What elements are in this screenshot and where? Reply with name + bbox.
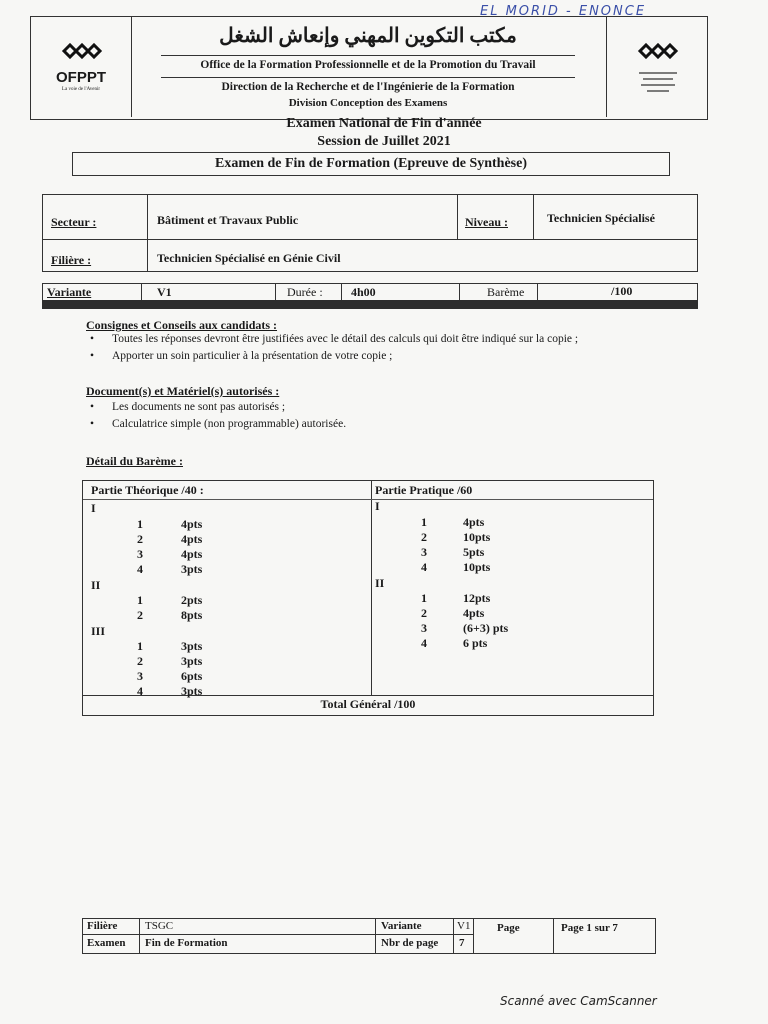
footer-variante-label: Variante [381, 920, 422, 932]
bareme-table [82, 480, 654, 716]
arabic-logo-lettering-icon [635, 69, 681, 95]
bareme-cell: 4pts [463, 515, 485, 529]
bareme-cell: Calculatrice simple (non programmable) autorisée. [112, 418, 347, 430]
ofppt-logo-icon [637, 39, 679, 63]
footer-page-value: Page 1 sur 7 [561, 922, 618, 934]
duree-label: Durée : [287, 285, 323, 299]
section-label: III [91, 624, 106, 638]
logo-subtitle: La voie de l'Avenir [61, 87, 101, 92]
bareme-cell: 1 [137, 639, 143, 653]
footer-table [82, 918, 656, 954]
bareme-cell: 2 [137, 532, 143, 546]
bareme-cell: 3pts [181, 639, 203, 653]
section-label: I [91, 501, 96, 515]
office-name: Office de la Formation Professionnelle et de la Promotion du Travail [200, 59, 536, 71]
pratique-header: Partie Pratique /60 [375, 483, 473, 497]
footer-nbr-label: Nbr de page [381, 937, 439, 949]
header-center [131, 17, 605, 117]
ofppt-logo-left [31, 17, 132, 117]
bareme-cell: 2 [137, 654, 143, 668]
detail-bareme-heading: Détail du Barème : [86, 454, 183, 468]
bareme-cell: 4 [421, 560, 427, 574]
bareme-cell: 2pts [181, 593, 203, 607]
bareme-cell: 3pts [181, 654, 203, 668]
bareme-cell: 1 [137, 593, 143, 607]
bareme-cell: 4 [421, 636, 427, 650]
bareme-cell: 12pts [463, 591, 491, 605]
bareme-cell: 2 [421, 606, 427, 620]
info-table [42, 194, 698, 272]
bareme-cell: 6 pts [463, 636, 488, 650]
bareme-cell: Les documents ne sont pas autorisés ; [112, 401, 286, 413]
bareme-cell: 8pts [181, 608, 203, 622]
footer-filiere-label: Filière [87, 920, 118, 932]
bareme-cell: (6+3) pts [463, 621, 509, 635]
handwritten-note: EL MORID - ENONCE [480, 4, 647, 19]
exam-national-title: Examen National de Fin d'année [286, 116, 482, 131]
bareme-cell: 4 [137, 562, 143, 576]
direction-name: Direction de la Recherche et de l'Ingénierie de la Formation [221, 81, 515, 93]
filiere-label: Filière : [51, 253, 92, 267]
consignes-heading: Consignes et Conseils aux candidats : [86, 318, 278, 332]
bareme-label: Barème [487, 285, 525, 299]
session-title: Session de Juillet 2021 [317, 134, 451, 149]
variante-value: V1 [157, 285, 172, 299]
bareme-cell: Toutes les réponses devront être justifiées avec le détail des calculs qui doit être indiqué sur la copie ; [112, 333, 579, 345]
bareme-cell: 4 [137, 684, 143, 698]
filiere-value: Technicien Spécialisé en Génie Civil [157, 251, 341, 265]
footer-filiere-value: TSGC [145, 920, 174, 932]
bareme-value: /100 [611, 284, 633, 298]
bareme-cell: 1 [421, 591, 427, 605]
bareme-cell: 3 [137, 669, 143, 683]
separator-bar [42, 300, 698, 309]
camscanner-watermark: Scanné avec CamScanner [500, 994, 657, 1008]
section-label: I [375, 499, 380, 513]
bareme-cell: 10pts [463, 560, 491, 574]
bareme-cell: 1 [421, 515, 427, 529]
bareme-cell: 1 [137, 517, 143, 531]
bareme-cell: 2 [421, 530, 427, 544]
footer-variante-value: V1 [457, 920, 471, 932]
bareme-cell: 3pts [181, 684, 203, 698]
documents-heading: Document(s) et Matériel(s) autorisés : [86, 384, 280, 398]
footer-examen-label: Examen [87, 937, 126, 949]
footer-examen-value: Fin de Formation [145, 937, 228, 949]
ofppt-logo-icon [61, 39, 103, 63]
bareme-cell: 6pts [181, 669, 203, 683]
bareme-cell: 3pts [181, 562, 203, 576]
secteur-label: Secteur : [51, 215, 97, 229]
ofppt-logo-right [606, 17, 707, 117]
bareme-cell: 5pts [463, 545, 485, 559]
division-name: Division Conception des Examens [288, 97, 448, 109]
section-label: II [91, 578, 101, 592]
section-label: II [375, 576, 385, 590]
bareme-cell: 4pts [181, 547, 203, 561]
footer-nbr-value: 7 [459, 937, 465, 949]
bareme-cell: 2 [137, 608, 143, 622]
theorique-header: Partie Théorique /40 : [91, 483, 204, 497]
bareme-cell: 4pts [181, 532, 203, 546]
bareme-cell: 3 [421, 545, 427, 559]
secteur-value: Bâtiment et Travaux Public [157, 213, 299, 227]
footer-page-label: Page [497, 922, 520, 934]
niveau-value: Technicien Spécialisé [547, 211, 655, 225]
header-box [30, 16, 708, 120]
bareme-cell: 3 [421, 621, 427, 635]
arabic-title: مكتب التكوين المهني وإنعاش الشغل [219, 25, 517, 47]
logo-text: OFPPT [55, 69, 106, 86]
duree-value: 4h00 [351, 285, 376, 299]
bareme-cell: Apporter un soin particulier à la présentation de votre copie ; [112, 350, 393, 362]
bareme-cell: 4pts [181, 517, 203, 531]
total-general: Total Général /100 [320, 697, 416, 711]
bareme-cell: 3 [137, 547, 143, 561]
bareme-cell: 4pts [463, 606, 485, 620]
bareme-cell: 10pts [463, 530, 491, 544]
niveau-label: Niveau : [465, 215, 508, 229]
exam-type-box: Examen de Fin de Formation (Epreuve de Synthèse) [72, 152, 670, 176]
variante-label: Variante [47, 285, 92, 299]
